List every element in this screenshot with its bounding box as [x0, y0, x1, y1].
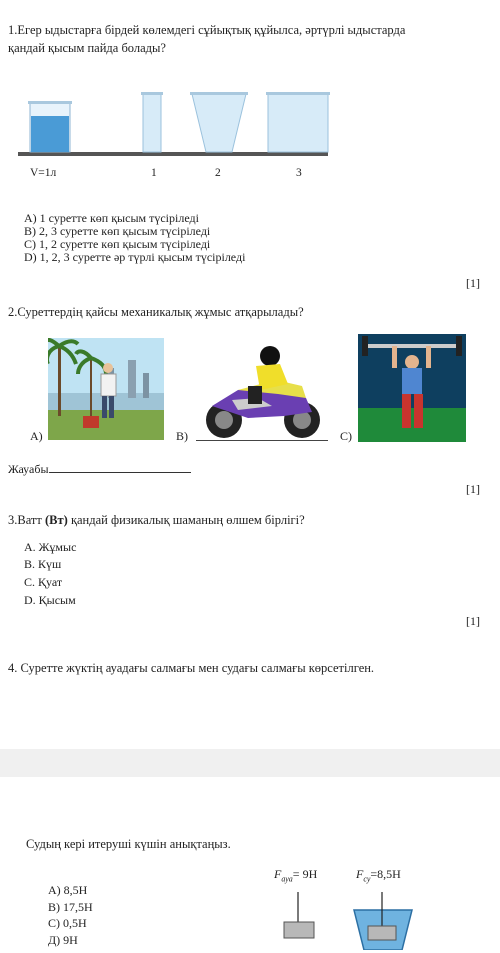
label-v1: V=1л [30, 167, 57, 179]
vessel-2 [190, 92, 248, 152]
f-air-label [274, 868, 317, 885]
q2-answer-line[interactable] [49, 462, 191, 473]
label-1: 1 [151, 167, 157, 179]
q1-title-line1: 1.Егер ыдыстарға бірдей көлемдегі сұйықтық құйылса, әртүрлі ыдыстарда [8, 23, 406, 37]
q1-option-b: B) 2, 3 суретте көп қысым түсіріледі [24, 224, 211, 238]
label-3: 3 [296, 167, 302, 179]
air-weight [284, 922, 314, 938]
q1-option-c: C) 1, 2 суретте көп қысым түсіріледі [24, 237, 211, 251]
q4-question: Судың кері итеруші күшін анықтаңыз. [26, 837, 231, 851]
q3-mark: [1] [466, 614, 480, 628]
q3-title-unit: (Вт) [45, 513, 68, 527]
q3-title-prefix: 3.Ватт [8, 513, 45, 527]
weights-figure [270, 892, 430, 950]
q2-answer-label: Жауабы [8, 462, 49, 476]
f-air-sub: ауа [281, 874, 293, 884]
picture-b-underline [196, 440, 328, 441]
water-weight [368, 926, 396, 940]
f-air-symbol: F [274, 867, 282, 881]
page-break-band [0, 749, 500, 777]
q3-option-a: A. Жұмыс [24, 540, 77, 554]
picture-c-label: C) [340, 429, 352, 443]
f-water-value: =8,5Н [370, 867, 401, 881]
picture-c-weightlifter [358, 334, 466, 442]
q3-option-d: D. Қысым [24, 593, 76, 607]
q2-answer-row [8, 462, 191, 476]
beaker-vessel [28, 101, 72, 152]
label-2: 2 [215, 167, 221, 179]
f-air-value: = 9Н [292, 867, 318, 881]
q3-option-c: C. Қуат [24, 575, 63, 589]
picture-b-label: B) [176, 429, 188, 443]
f-water-label [356, 868, 401, 885]
picture-a-man-watering [48, 338, 164, 440]
picture-a-label: A) [30, 429, 43, 443]
q4-title: 4. Суретте жүктің ауадағы салмағы мен судағы салмағы көрсетілген. [8, 661, 375, 675]
f-water-sub: су [363, 874, 371, 884]
q4-option-d: Д) 9Н [48, 933, 78, 947]
picture-b-motorcycle [198, 346, 326, 442]
q3-option-b: B. Күш [24, 557, 62, 571]
q3-title-suffix: қандай физикалық шаманың өлшем бірлігі? [67, 513, 305, 527]
q4-option-b: B) 17,5Н [48, 900, 93, 914]
q4-option-a: A) 8,5Н [48, 883, 88, 897]
q3-title [8, 512, 305, 528]
shelf [18, 152, 328, 156]
vessels-figure [0, 88, 500, 170]
q1-title-line2: қандай қысым пайда болады? [8, 41, 166, 55]
q4-option-c: C) 0,5Н [48, 916, 87, 930]
q2-title: 2.Суреттердің қайсы механикалық жұмыс атқарылады? [8, 305, 304, 319]
vessel-3 [266, 92, 330, 152]
q2-mark: [1] [466, 482, 480, 496]
q1-mark: [1] [466, 276, 480, 290]
vessel-1 [141, 92, 163, 152]
q1-option-a: A) 1 суретте көп қысым түсіріледі [24, 211, 199, 225]
f-water-symbol: F [356, 867, 364, 881]
q1-option-d: D) 1, 2, 3 суретте әр түрлі қысым түсіріледі [24, 250, 246, 264]
